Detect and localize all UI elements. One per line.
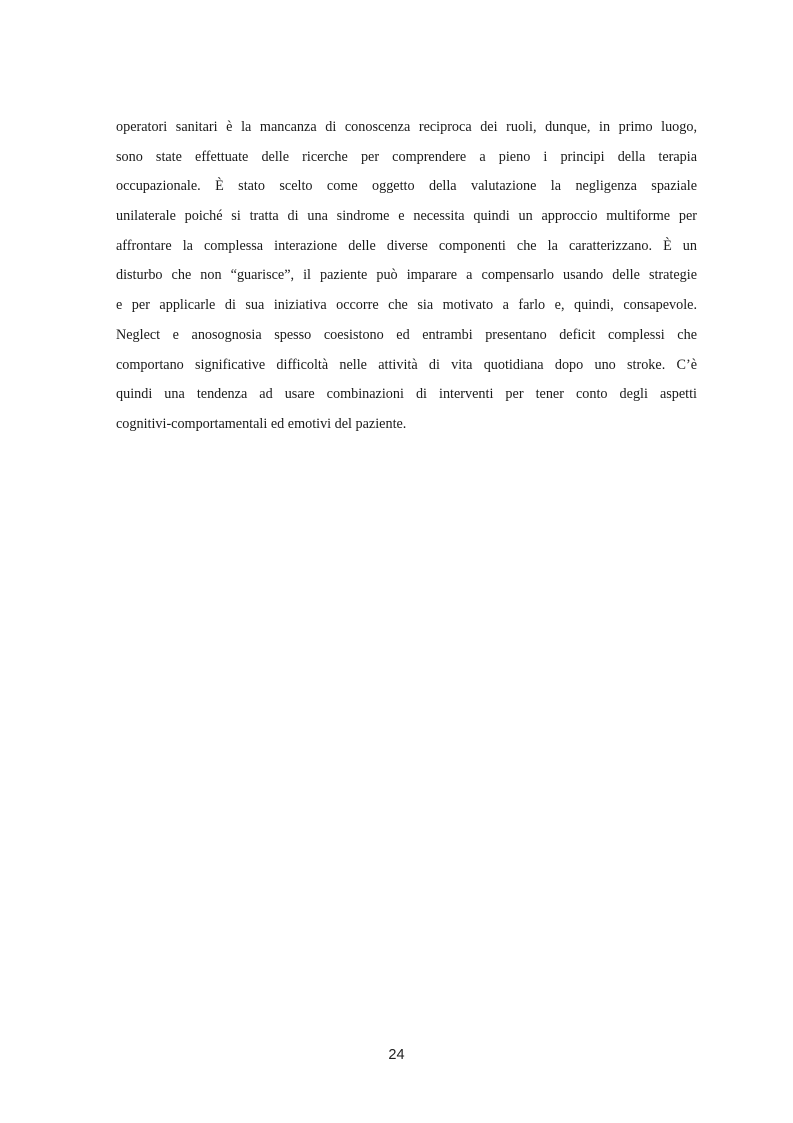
paragraph-line: unilaterale poiché si tratta di una sindrome e necessita quindi un approccio multiforme per [116, 208, 697, 225]
paragraph-line: occupazionale. È stato scelto come oggetto della valutazione la negligenza spaziale [116, 178, 697, 195]
body-paragraph [116, 113, 697, 440]
page-number: 24 [388, 1047, 405, 1063]
paragraph-line: Neglect e anosognosia spesso coesistono ed entrambi presentano deficit complessi che [116, 326, 697, 343]
paragraph-line: affrontare la complessa interazione delle diverse componenti che la caratterizzano. È un [116, 237, 697, 254]
paragraph-line: comportano significative difficoltà nelle attività di vita quotidiana dopo uno stroke. C’è [116, 356, 697, 373]
paragraph-line: disturbo che non “guarisce”, il paziente può imparare a compensarlo usando delle strategie [116, 267, 697, 284]
paragraph-line: cognitivi-comportamentali ed emotivi del paziente. [116, 415, 407, 432]
paragraph-line: quindi una tendenza ad usare combinazioni di interventi per tener conto degli aspetti [116, 386, 697, 403]
paragraph-line: sono state effettuate delle ricerche per comprendere a pieno i principi della terapia [116, 148, 697, 165]
paragraph-line: e per applicarle di sua iniziativa occorre che sia motivato a farlo e, quindi, consapevole. [116, 297, 697, 314]
paragraph-line: operatori sanitari è la mancanza di conoscenza reciproca dei ruoli, dunque, in primo luogo, [116, 119, 697, 135]
